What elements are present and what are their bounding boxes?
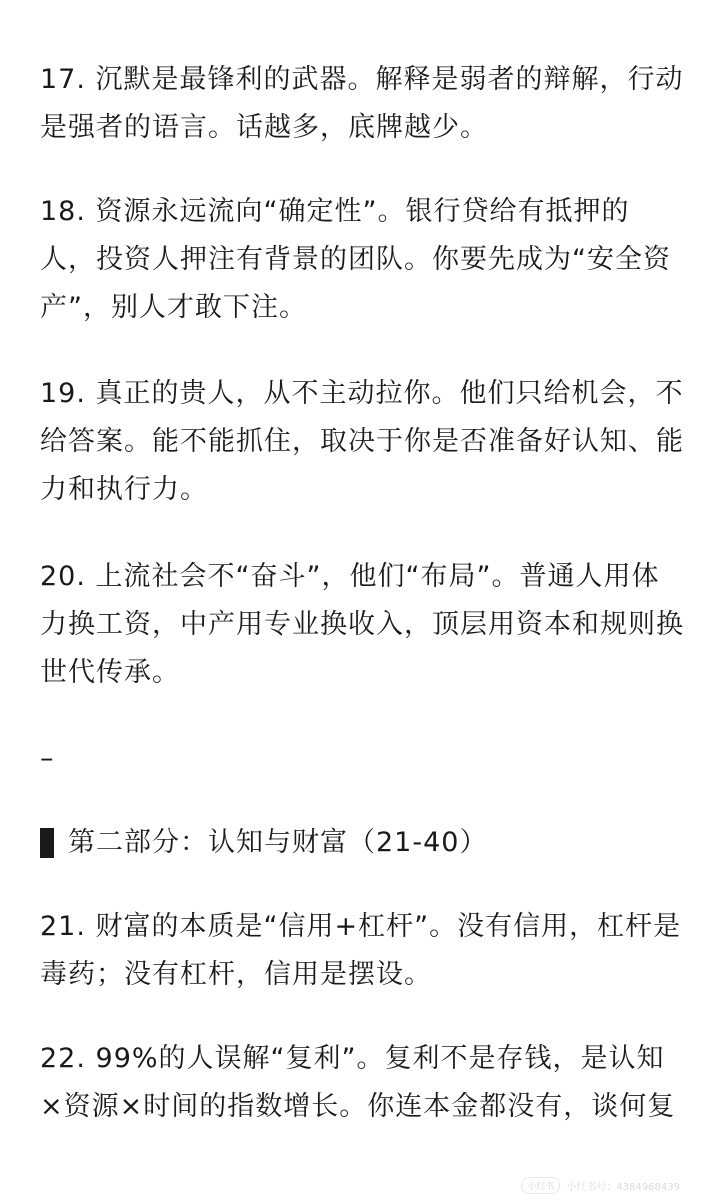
section-heading — [40, 819, 487, 867]
section-title: 第二部分：认知与财富（21-40） — [68, 827, 488, 858]
separator-dash: – — [40, 743, 54, 774]
paragraph-20: 20. 上流社会不“奋斗”，他们“布局”。普通人用体力换工资，中产用专业换收入，顶层用资本和规则换世代传承。 — [40, 561, 684, 688]
paragraph-19: 19. 真正的贵人，从不主动拉你。他们只给机会，不给答案。能不能抓住，取决于你是否准备好认知、能力和执行力。 — [40, 378, 684, 505]
paragraph-17: 17. 沉默是最锋利的武器。解释是弱者的辩解，行动是强者的语言。话越多，底牌越少。 — [40, 64, 684, 143]
paragraph-22: 22. 99%的人误解“复利”。复利不是存钱，是认知×资源×时间的指数增长。你连本金都没有，谈何复 — [40, 1043, 676, 1122]
paragraph-21: 21. 财富的本质是“信用+杠杆”。没有信用，杠杆是毒药；没有杠杆，信用是摆设。 — [40, 911, 682, 990]
paragraph-18: 18. 资源永远流向“确定性”。银行贷给有抵押的人，投资人押注有背景的团队。你要先成为“安全资产”，别人才敢下注。 — [40, 196, 671, 323]
black-bar-icon — [40, 828, 54, 858]
watermark — [521, 1177, 680, 1194]
watermark-text: 小红书号：4384968439 — [566, 1182, 680, 1193]
watermark-logo: 小红书 — [521, 1177, 560, 1194]
